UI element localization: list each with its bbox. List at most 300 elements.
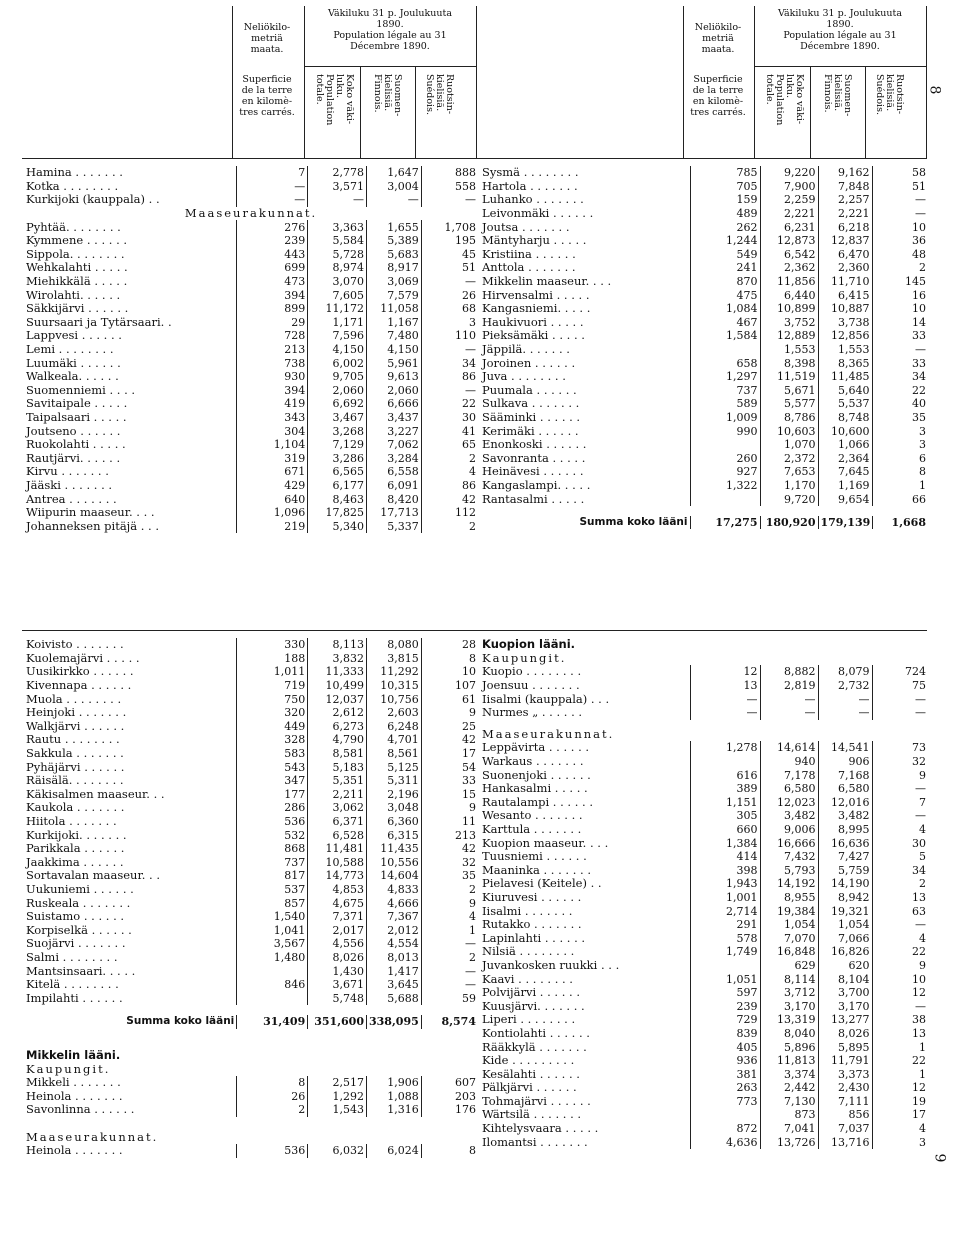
table-row bbox=[24, 275, 478, 289]
total-cell: 8,581 bbox=[308, 747, 367, 761]
mikkeli-rural-title-text: Maaseurakunnat. bbox=[26, 1130, 159, 1144]
swedish-cell: 48 bbox=[872, 248, 928, 262]
table-row bbox=[24, 923, 478, 937]
total-cell: 13,319 bbox=[760, 1013, 818, 1027]
area-cell: 213 bbox=[237, 343, 308, 357]
swedish-cell: 10 bbox=[872, 220, 928, 234]
total-cell: 12,889 bbox=[760, 329, 818, 343]
swedish-cell: 86 bbox=[421, 370, 478, 384]
total-cell: 940 bbox=[760, 755, 818, 769]
total-cell: 6,542 bbox=[760, 248, 818, 262]
swedish-cell: — bbox=[872, 706, 928, 720]
area-cell: 536 bbox=[237, 1144, 308, 1158]
area-cell: 7 bbox=[237, 166, 308, 180]
row-label: Kuusjärvi. . . . . . . bbox=[482, 999, 585, 1013]
swedish-cell: 63 bbox=[872, 904, 928, 918]
table-row bbox=[24, 706, 478, 720]
swedish-cell: 112 bbox=[421, 506, 478, 520]
finnish-cell: 3,700 bbox=[818, 986, 872, 1000]
row-label: Heinola . . . . . . . bbox=[26, 1144, 123, 1158]
table-row bbox=[480, 275, 928, 289]
total-cell: 7,178 bbox=[760, 768, 818, 782]
swedish-cell: 26 bbox=[421, 288, 478, 302]
header-vline-8 bbox=[810, 66, 811, 158]
swedish-cell: 32 bbox=[421, 856, 478, 870]
table-row bbox=[480, 424, 928, 438]
table-row bbox=[24, 288, 478, 302]
finnish-cell: 3,284 bbox=[367, 451, 422, 465]
total-cell: 5,351 bbox=[308, 774, 367, 788]
finnish-cell: 1,647 bbox=[367, 166, 422, 180]
row-label: Iisalmi . . . . . . . bbox=[482, 904, 573, 918]
finnish-cell: 16,826 bbox=[818, 945, 872, 959]
row-label: Puumala . . . . . . bbox=[482, 383, 577, 397]
finnish-cell: 8,365 bbox=[818, 356, 872, 370]
swedish-cell: 33 bbox=[421, 774, 478, 788]
total-cell: 6,371 bbox=[308, 815, 367, 829]
row-label: Walkeala. . . . . . bbox=[26, 369, 119, 384]
finnish-cell: 16,636 bbox=[818, 836, 872, 850]
total-cell: 6,528 bbox=[308, 828, 367, 842]
finnish-cell: 19,321 bbox=[818, 904, 872, 918]
row-label: Pyhtää. . . . . . . . bbox=[26, 220, 121, 234]
area-cell: 1,244 bbox=[690, 234, 760, 248]
total-cell: 2,259 bbox=[760, 193, 818, 207]
finnish-cell: 1,553 bbox=[818, 343, 872, 357]
finnish-cell: 5,759 bbox=[818, 864, 872, 878]
area-cell: 419 bbox=[237, 397, 308, 411]
header-area-fi: Neliökilo- metriä maata. bbox=[243, 22, 291, 55]
header-col-finnish-r: Suomen- kielisiä. Finnois. bbox=[822, 74, 853, 117]
finnish-cell: 6,218 bbox=[818, 220, 872, 234]
row-label: Kiuruvesi . . . . . . bbox=[482, 890, 582, 904]
total-cell: — bbox=[760, 692, 818, 706]
finnish-cell: 6,558 bbox=[367, 465, 422, 479]
total-cell: 4,556 bbox=[308, 937, 367, 951]
area-cell: 846 bbox=[237, 978, 308, 992]
area-cell: 188 bbox=[237, 652, 308, 666]
table-row bbox=[480, 850, 928, 864]
table-row bbox=[24, 248, 478, 262]
table-row bbox=[480, 972, 928, 986]
row-label: Jaakkima . . . . . . bbox=[26, 855, 124, 869]
row-label: Walkjärvi . . . . . . bbox=[26, 719, 125, 733]
total-cell: 8,882 bbox=[760, 665, 818, 679]
finnish-cell: 7,037 bbox=[818, 1122, 872, 1136]
finnish-cell: 3,170 bbox=[818, 999, 872, 1013]
summa-total: 351,600 bbox=[308, 1015, 367, 1029]
row-label: Enonkoski . . . . . . bbox=[482, 437, 587, 452]
area-cell: 443 bbox=[237, 248, 308, 262]
area-cell: 405 bbox=[690, 1040, 760, 1054]
spacer-row bbox=[24, 1117, 478, 1131]
total-cell: 7,371 bbox=[308, 910, 367, 924]
row-label: Kuopion maaseur. . . . bbox=[482, 836, 609, 850]
table-row bbox=[24, 438, 478, 452]
swedish-cell: 12 bbox=[872, 1081, 928, 1095]
swedish-cell: 13 bbox=[872, 1027, 928, 1041]
finnish-cell: 10,556 bbox=[367, 856, 422, 870]
area-cell: 936 bbox=[690, 1054, 760, 1068]
total-cell: 8,026 bbox=[308, 951, 367, 965]
table-row bbox=[24, 883, 478, 897]
row-label: Iisalmi (kauppala) . . . bbox=[482, 692, 610, 706]
swedish-cell: 3 bbox=[421, 316, 478, 330]
finnish-cell: 5,311 bbox=[367, 774, 422, 788]
area-cell: 286 bbox=[237, 801, 308, 815]
swedish-cell: 15 bbox=[421, 788, 478, 802]
total-cell: 8,113 bbox=[308, 638, 367, 652]
swedish-cell: 34 bbox=[872, 370, 928, 384]
finnish-cell: 8,942 bbox=[818, 891, 872, 905]
finnish-cell: 3,815 bbox=[367, 652, 422, 666]
swedish-cell: 40 bbox=[872, 397, 928, 411]
total-cell: 6,692 bbox=[308, 397, 367, 411]
table-row bbox=[480, 492, 928, 506]
table-row bbox=[24, 951, 478, 965]
swedish-cell: — bbox=[872, 207, 928, 221]
total-cell: 3,482 bbox=[760, 809, 818, 823]
area-cell: 817 bbox=[237, 869, 308, 883]
table-row bbox=[480, 864, 928, 878]
finnish-cell: 3,373 bbox=[818, 1067, 872, 1081]
swedish-cell: 86 bbox=[421, 479, 478, 493]
area-cell: 8 bbox=[237, 1076, 308, 1090]
summa-row bbox=[24, 1015, 478, 1029]
swedish-cell: 36 bbox=[872, 234, 928, 248]
finnish-cell: 2,221 bbox=[818, 207, 872, 221]
total-cell: 2,612 bbox=[308, 706, 367, 720]
row-label: Kaavi . . . . . . . . bbox=[482, 972, 573, 986]
swedish-cell: 2 bbox=[421, 883, 478, 897]
spacer-row bbox=[24, 1005, 478, 1015]
finnish-cell: 6,666 bbox=[367, 397, 422, 411]
finnish-cell: 5,683 bbox=[367, 248, 422, 262]
total-cell: 11,856 bbox=[760, 275, 818, 289]
swedish-cell: 176 bbox=[421, 1103, 478, 1117]
total-cell: 2,442 bbox=[760, 1081, 818, 1095]
header-vline-4 bbox=[415, 66, 416, 158]
swedish-cell: 3 bbox=[872, 438, 928, 452]
swedish-cell: 17 bbox=[872, 1108, 928, 1122]
finnish-cell: 14,541 bbox=[818, 741, 872, 755]
area-cell: 597 bbox=[690, 986, 760, 1000]
total-cell: 11,813 bbox=[760, 1054, 818, 1068]
table-row bbox=[480, 193, 928, 207]
swedish-cell: 9 bbox=[421, 801, 478, 815]
total-cell: 5,896 bbox=[760, 1040, 818, 1054]
total-cell: 9,720 bbox=[760, 492, 818, 506]
table-row bbox=[480, 755, 928, 769]
header-population-title: Väkiluku 31 p. Joulukuuta 1890. Population légale au 31 Décembre 1890. bbox=[327, 8, 452, 52]
kuopio-rural-title bbox=[480, 728, 928, 742]
table-row bbox=[480, 999, 928, 1013]
row-label: Mäntyharju . . . . . bbox=[482, 233, 587, 248]
finnish-cell: 10,887 bbox=[818, 302, 872, 316]
table-row bbox=[24, 747, 478, 761]
swedish-cell: 2 bbox=[421, 451, 478, 465]
finnish-cell: 8,080 bbox=[367, 638, 422, 652]
swedish-cell: — bbox=[872, 692, 928, 706]
finnish-cell: 5,688 bbox=[367, 991, 422, 1005]
area-cell: 705 bbox=[690, 180, 760, 194]
table-row bbox=[24, 451, 478, 465]
swedish-cell: 34 bbox=[421, 356, 478, 370]
swedish-cell: 107 bbox=[421, 679, 478, 693]
row-label: Tuusniemi . . . . . . bbox=[482, 849, 587, 864]
swedish-cell: — bbox=[421, 343, 478, 357]
total-cell: 873 bbox=[760, 1108, 818, 1122]
area-cell: 930 bbox=[237, 370, 308, 384]
swedish-cell: — bbox=[421, 384, 478, 398]
total-cell: 6,580 bbox=[760, 782, 818, 796]
total-cell: 19,384 bbox=[760, 904, 818, 918]
total-cell: 6,032 bbox=[308, 1144, 367, 1158]
row-label: Haukivuori . . . . . bbox=[482, 315, 584, 329]
header-vline-6 bbox=[683, 6, 684, 158]
spacer-cell bbox=[24, 1005, 478, 1015]
table-row bbox=[480, 1054, 928, 1068]
area-cell: 738 bbox=[237, 356, 308, 370]
row-label: Liperi . . . . . . . . bbox=[482, 1013, 576, 1027]
swedish-cell: 145 bbox=[872, 275, 928, 289]
total-cell: 10,588 bbox=[308, 856, 367, 870]
row-label: Sääminki . . . . . . bbox=[482, 410, 581, 424]
area-cell: 1,540 bbox=[237, 910, 308, 924]
row-label: Mantsinsaari. . . . . bbox=[26, 964, 136, 978]
finnish-cell: 1,417 bbox=[367, 964, 422, 978]
area-cell: 857 bbox=[237, 896, 308, 910]
area-cell: 381 bbox=[690, 1067, 760, 1081]
total-cell: 3,671 bbox=[308, 978, 367, 992]
swedish-cell: 9 bbox=[872, 768, 928, 782]
row-label: Kymmene . . . . . . bbox=[26, 233, 128, 248]
row-label: Kirvu . . . . . . . bbox=[26, 465, 109, 479]
area-cell: 1,297 bbox=[690, 370, 760, 384]
total-cell: 1,292 bbox=[308, 1089, 367, 1103]
row-label: Hartola . . . . . . . bbox=[482, 179, 578, 193]
table-row bbox=[480, 1013, 928, 1027]
row-label: Pieksämäki . . . . . bbox=[482, 329, 585, 343]
row-label: Suistamo . . . . . . bbox=[26, 909, 125, 924]
area-cell: 773 bbox=[690, 1095, 760, 1109]
table-row bbox=[24, 733, 478, 747]
total-cell: 8,040 bbox=[760, 1027, 818, 1041]
row-label: Nilsiä . . . . . . . . bbox=[482, 945, 575, 959]
total-cell: 12,873 bbox=[760, 234, 818, 248]
total-cell: 4,853 bbox=[308, 883, 367, 897]
row-label: Mikkelin maaseur. . . . bbox=[482, 274, 612, 289]
area-cell: 589 bbox=[690, 397, 760, 411]
finnish-cell: 5,337 bbox=[367, 519, 422, 533]
finnish-cell: 6,580 bbox=[818, 782, 872, 796]
table-row bbox=[480, 768, 928, 782]
total-cell: 1,170 bbox=[760, 479, 818, 493]
total-cell: 14,773 bbox=[308, 869, 367, 883]
swedish-cell: — bbox=[872, 918, 928, 932]
area-cell: 1,943 bbox=[690, 877, 760, 891]
area-cell: 1,749 bbox=[690, 945, 760, 959]
finnish-cell: 3,482 bbox=[818, 809, 872, 823]
swedish-cell: — bbox=[872, 999, 928, 1013]
table-row bbox=[480, 823, 928, 837]
swedish-cell: 35 bbox=[872, 411, 928, 425]
row-label: Kitelä . . . . . . . . bbox=[26, 977, 119, 992]
area-cell: 640 bbox=[237, 492, 308, 506]
finnish-cell: 5,640 bbox=[818, 384, 872, 398]
row-label: Parikkala . . . . . . bbox=[26, 841, 125, 856]
table-row bbox=[24, 343, 478, 357]
table-left-top bbox=[24, 166, 478, 533]
total-cell: 8,114 bbox=[760, 972, 818, 986]
area-cell: — bbox=[690, 706, 760, 720]
total-cell: 5,340 bbox=[308, 519, 367, 533]
header-rule-top-left bbox=[304, 66, 476, 67]
row-label: Hamina . . . . . . . bbox=[26, 166, 123, 180]
row-label: Kangaslampi. . . . . bbox=[482, 478, 591, 492]
total-cell: 3,170 bbox=[760, 999, 818, 1013]
table-right-top bbox=[480, 166, 928, 529]
table-row bbox=[480, 665, 928, 679]
area-cell bbox=[237, 964, 308, 978]
swedish-cell: — bbox=[421, 978, 478, 992]
swedish-cell: 4 bbox=[872, 1122, 928, 1136]
swedish-cell: 203 bbox=[421, 1089, 478, 1103]
finnish-cell: 9,654 bbox=[818, 492, 872, 506]
row-label: Rautjärvi. . . . . . bbox=[26, 451, 121, 465]
total-cell: 1,543 bbox=[308, 1103, 367, 1117]
table-row bbox=[480, 1095, 928, 1109]
area-cell: 260 bbox=[690, 451, 760, 465]
row-label: Salmi . . . . . . . . bbox=[26, 950, 118, 964]
finnish-cell: 6,024 bbox=[367, 1144, 422, 1158]
table-row bbox=[24, 842, 478, 856]
area-cell: 467 bbox=[690, 316, 760, 330]
swedish-cell: — bbox=[421, 275, 478, 289]
finnish-cell: 14,190 bbox=[818, 877, 872, 891]
total-cell: 6,273 bbox=[308, 720, 367, 734]
finnish-cell: — bbox=[818, 706, 872, 720]
finnish-cell: 8,420 bbox=[367, 492, 422, 506]
swedish-cell: 41 bbox=[421, 424, 478, 438]
header-vline-3 bbox=[360, 66, 361, 158]
total-cell: 7,596 bbox=[308, 329, 367, 343]
area-cell: 583 bbox=[237, 747, 308, 761]
total-cell: 10,499 bbox=[308, 679, 367, 693]
swedish-cell: 33 bbox=[872, 356, 928, 370]
table-row bbox=[24, 937, 478, 951]
table-row bbox=[480, 1040, 928, 1054]
total-cell: 3,752 bbox=[760, 316, 818, 330]
row-label: Kerimäki . . . . . . bbox=[482, 424, 579, 438]
total-cell: 5,748 bbox=[308, 991, 367, 1005]
row-label: Leivonmäki . . . . . . bbox=[482, 206, 594, 221]
swedish-cell: 16 bbox=[872, 288, 928, 302]
row-label: Joutseno . . . . . . bbox=[26, 424, 121, 438]
table-row bbox=[480, 782, 928, 796]
summa-label: Summa koko lääni bbox=[126, 1015, 235, 1028]
mikkeli-rural-title bbox=[24, 1131, 478, 1145]
swedish-cell: 1 bbox=[872, 1067, 928, 1081]
area-cell: 1,011 bbox=[237, 665, 308, 679]
finnish-cell: 2,364 bbox=[818, 451, 872, 465]
row-label: Lappvesi . . . . . . bbox=[26, 329, 122, 343]
area-cell: 927 bbox=[690, 465, 760, 479]
spacer-cell bbox=[480, 720, 928, 728]
finnish-cell: 8,079 bbox=[818, 665, 872, 679]
swedish-cell: — bbox=[872, 782, 928, 796]
finnish-cell: 3,048 bbox=[367, 801, 422, 815]
area-cell: 343 bbox=[237, 411, 308, 425]
row-label: Kuopio . . . . . . . . bbox=[482, 665, 582, 679]
finnish-cell: 11,485 bbox=[818, 370, 872, 384]
finnish-cell: 10,600 bbox=[818, 424, 872, 438]
header-col-swedish: Ruotsin- kielisiä. Suédois. bbox=[424, 74, 455, 115]
header-col-total: Koko väki- luku. Population totale. bbox=[314, 74, 355, 126]
area-cell: 868 bbox=[237, 842, 308, 856]
finnish-cell: 3,738 bbox=[818, 316, 872, 330]
row-label: Heinola . . . . . . . bbox=[26, 1089, 123, 1103]
summa-area: 17,275 bbox=[690, 516, 760, 530]
swedish-cell: 14 bbox=[872, 316, 928, 330]
finnish-cell: 8,748 bbox=[818, 411, 872, 425]
area-cell bbox=[690, 438, 760, 452]
swedish-cell: 22 bbox=[872, 384, 928, 398]
area-cell bbox=[690, 492, 760, 506]
swedish-cell: 4 bbox=[872, 823, 928, 837]
kuopio-title bbox=[480, 638, 928, 652]
total-cell: 14,614 bbox=[760, 741, 818, 755]
finnish-cell: 2,430 bbox=[818, 1081, 872, 1095]
spacer-cell bbox=[480, 506, 928, 516]
row-label: Rutakko . . . . . . . bbox=[482, 917, 582, 932]
header-area-fi-r: Neliökilo- metriä maata. bbox=[694, 22, 742, 55]
area-cell: 2 bbox=[237, 1103, 308, 1117]
row-label: Pielavesi (Keitele) . . bbox=[482, 877, 602, 891]
row-label: Rautu . . . . . . . . bbox=[26, 733, 120, 747]
table-row bbox=[480, 288, 928, 302]
table-row bbox=[480, 370, 928, 384]
finnish-cell: 5,125 bbox=[367, 760, 422, 774]
swedish-cell: 51 bbox=[421, 261, 478, 275]
swedish-cell: 42 bbox=[421, 733, 478, 747]
total-cell: 3,070 bbox=[308, 275, 367, 289]
swedish-cell: — bbox=[872, 343, 928, 357]
swedish-cell: 59 bbox=[421, 991, 478, 1005]
table-row bbox=[24, 397, 478, 411]
swedish-cell: — bbox=[872, 809, 928, 823]
finnish-cell: 13,277 bbox=[818, 1013, 872, 1027]
swedish-cell: 8 bbox=[421, 652, 478, 666]
total-cell: 11,172 bbox=[308, 302, 367, 316]
table-row bbox=[480, 741, 928, 755]
total-cell: 7,900 bbox=[760, 180, 818, 194]
finnish-cell: 7,848 bbox=[818, 180, 872, 194]
row-label: Sysmä . . . . . . . . bbox=[482, 166, 579, 180]
row-label: Rääkkylä . . . . . . . bbox=[482, 1040, 587, 1054]
row-label: Uusikirkko . . . . . . bbox=[26, 665, 134, 679]
swedish-cell: 10 bbox=[421, 665, 478, 679]
finnish-cell: 13,716 bbox=[818, 1135, 872, 1149]
table-row bbox=[480, 248, 928, 262]
area-cell: — bbox=[690, 692, 760, 706]
finnish-cell: 6,091 bbox=[367, 479, 422, 493]
swedish-cell: 3 bbox=[872, 1135, 928, 1149]
area-cell: 750 bbox=[237, 692, 308, 706]
swedish-cell: 724 bbox=[872, 665, 928, 679]
finnish-cell: 8,104 bbox=[818, 972, 872, 986]
total-cell: 7,653 bbox=[760, 465, 818, 479]
